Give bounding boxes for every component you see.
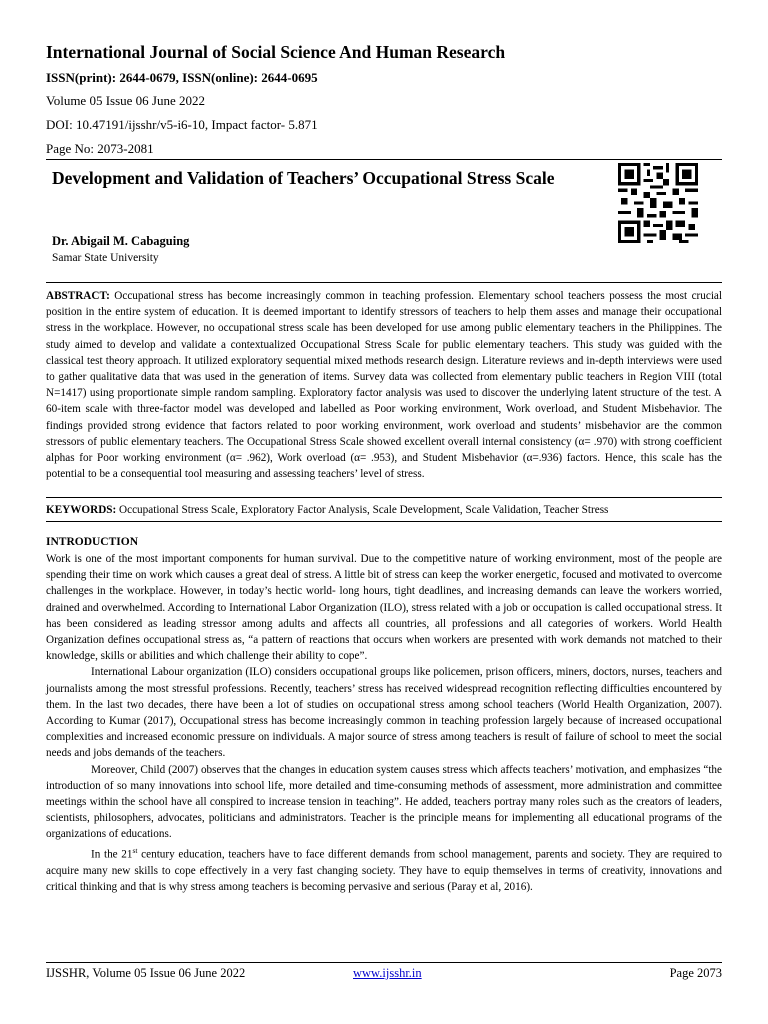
paper-title: Development and Validation of Teachers’ Occupational Stress Scale bbox=[52, 168, 555, 188]
introduction-body bbox=[46, 551, 722, 895]
abstract-bottom-divider bbox=[46, 497, 722, 498]
author-affiliation: Samar State University bbox=[52, 252, 159, 264]
page-range: Page No: 2073-2081 bbox=[46, 141, 154, 156]
qr-code-icon bbox=[618, 162, 698, 244]
keywords-text: Occupational Stress Scale, Exploratory Factor Analysis, Scale Development, Scale Validation, Teacher Stress bbox=[119, 504, 609, 516]
paragraph: Work is one of the most important components for human survival. Due to the competitive nature of working environment, most of the people are spending their time on work which causes a great deal of stress. A little bit of stress can keep the worker energetic, focused and motivated to overcome challenges in the workplace. However, in today’s hectic world- long hours, tight deadlines, and increasing demands can leave the workers worried, drained and overwhelmed. According to International Labor Organization (ILO), stress related with a job or occupation is called occupational stress. It has been considered as leading stressor among adults and affects all countries, all professions and all categories of workers. World Health Organization defines occupational stress as, “a pattern of reactions that occurs when workers are presented with work demands not matched to their knowledge, skills or abilities and which challenge their ability to cope”. bbox=[46, 553, 722, 663]
keywords-label: KEYWORDS: bbox=[46, 504, 117, 516]
footer-divider bbox=[46, 962, 722, 963]
paragraph bbox=[46, 843, 722, 895]
paragraph: Moreover, Child (2007) observes that the changes in education system causes stress which affects teachers’ motivation, and emphasizes “the introduction of so many innovations into school life, more detailed and time-consuming methods of assessment, more administration and committee meetings within the school have all conspired to increase tension in teaching”. He added, teachers portray many roles such as the creators of leaders, scientists, philosophers, advocates, politicians and administrators. Teacher is the principle means for implementing all educational programs of the organizations of educations. bbox=[46, 763, 722, 841]
volume-issue: Volume 05 Issue 06 June 2022 bbox=[46, 93, 206, 108]
journal-title: International Journal of Social Science And Human Research bbox=[46, 42, 506, 62]
abstract bbox=[46, 288, 722, 482]
issn: ISSN(print): 2644-0679, ISSN(online): 2644-0695 bbox=[46, 70, 318, 85]
keywords-divider bbox=[46, 521, 722, 522]
footer-journal-info: IJSSHR, Volume 05 Issue 06 June 2022 bbox=[46, 966, 246, 980]
paragraph: International Labour organization (ILO) considers occupational groups like policemen, prison officers, miners, doctors, nurses, teachers and journalists among the most stressful professions. Recently, teachers’ stress has received widespread recognition reflecting difficulties encountered by them. In the last two decades, there have been a lot of studies on occupational stress among school teachers (World Health Organization, 2007). According to Kumar (2017), Occupational stress has become increasingly common in teaching profession largely because of increased occupational complexities and increased economic pressure on individuals. A major source of stress among teachers is result of failure of school to meet the social needs and jobs demands of the teachers. bbox=[46, 666, 722, 760]
journal-website-link[interactable]: www.ijsshr.in bbox=[353, 966, 422, 980]
abstract-label: ABSTRACT: bbox=[46, 290, 110, 302]
author-name: Dr. Abigail M. Cabaguing bbox=[52, 234, 190, 248]
keywords bbox=[46, 502, 722, 518]
paragraph-text: century education, teachers have to face different demands from school management, parents and society. They are required to acquire many new skills to cope effectively in a very fast changing society. They have to equip themselves in terms of creativity, innovations and critical thinking and that is why stress among teachers is becoming pervasive and serious (Paray et al, 2016). bbox=[46, 848, 722, 893]
abstract-top-divider bbox=[46, 282, 722, 283]
page-number: Page 2073 bbox=[669, 966, 722, 980]
doi: DOI: 10.47191/ijsshr/v5-i6-10, Impact factor- 5.871 bbox=[46, 117, 318, 132]
section-heading-introduction: INTRODUCTION bbox=[46, 536, 139, 548]
abstract-text: Occupational stress has become increasingly common in teaching profession. Elementary school teachers possess the most crucial position in the entire system of education. It is deemed important to identify stressors of teachers to help them asses and manage their occupational stress in the workplace. However, no occupational stress scale has been developed for use among public elementary teachers in the Philippines. The study aimed to develop and validate a contextualized Occupational Stress Scale for public elementary teachers. This study was guided with the classical test theory approach. It utilized exploratory sequential mixed methods research design. Literature reviews and in-depth interviews were used to gather qualitative data that was used in the generation of items. Survey data was collected from elementary public teachers in Region VIII (total N=1417) using proportionate simple random sampling. Exploratory factor analysis was used to discover the underlying latent structure of the test. A 60-item scale with three-factor model was developed and labelled as Poor working environment, Work overload, and Student Misbehavior. The findings provided strong evidence that factors related to poor working environment, work overload and students’ misbehavior are the common stressors of public elementary teachers. The Occupational Stress Scale showed excellent overall internal consistency (α= .970) with strong coefficient alphas for Poor working environment (α= .962), Work overload (α= .953), and Student Misbehavior (α=.936) factors. Hence, this scale has the potential to be a consequential tool measuring and assessing teachers’ level of stress. bbox=[46, 290, 723, 481]
header-divider bbox=[46, 159, 722, 160]
paragraph-text: In the 21 bbox=[91, 848, 133, 861]
superscript: st bbox=[132, 845, 138, 855]
